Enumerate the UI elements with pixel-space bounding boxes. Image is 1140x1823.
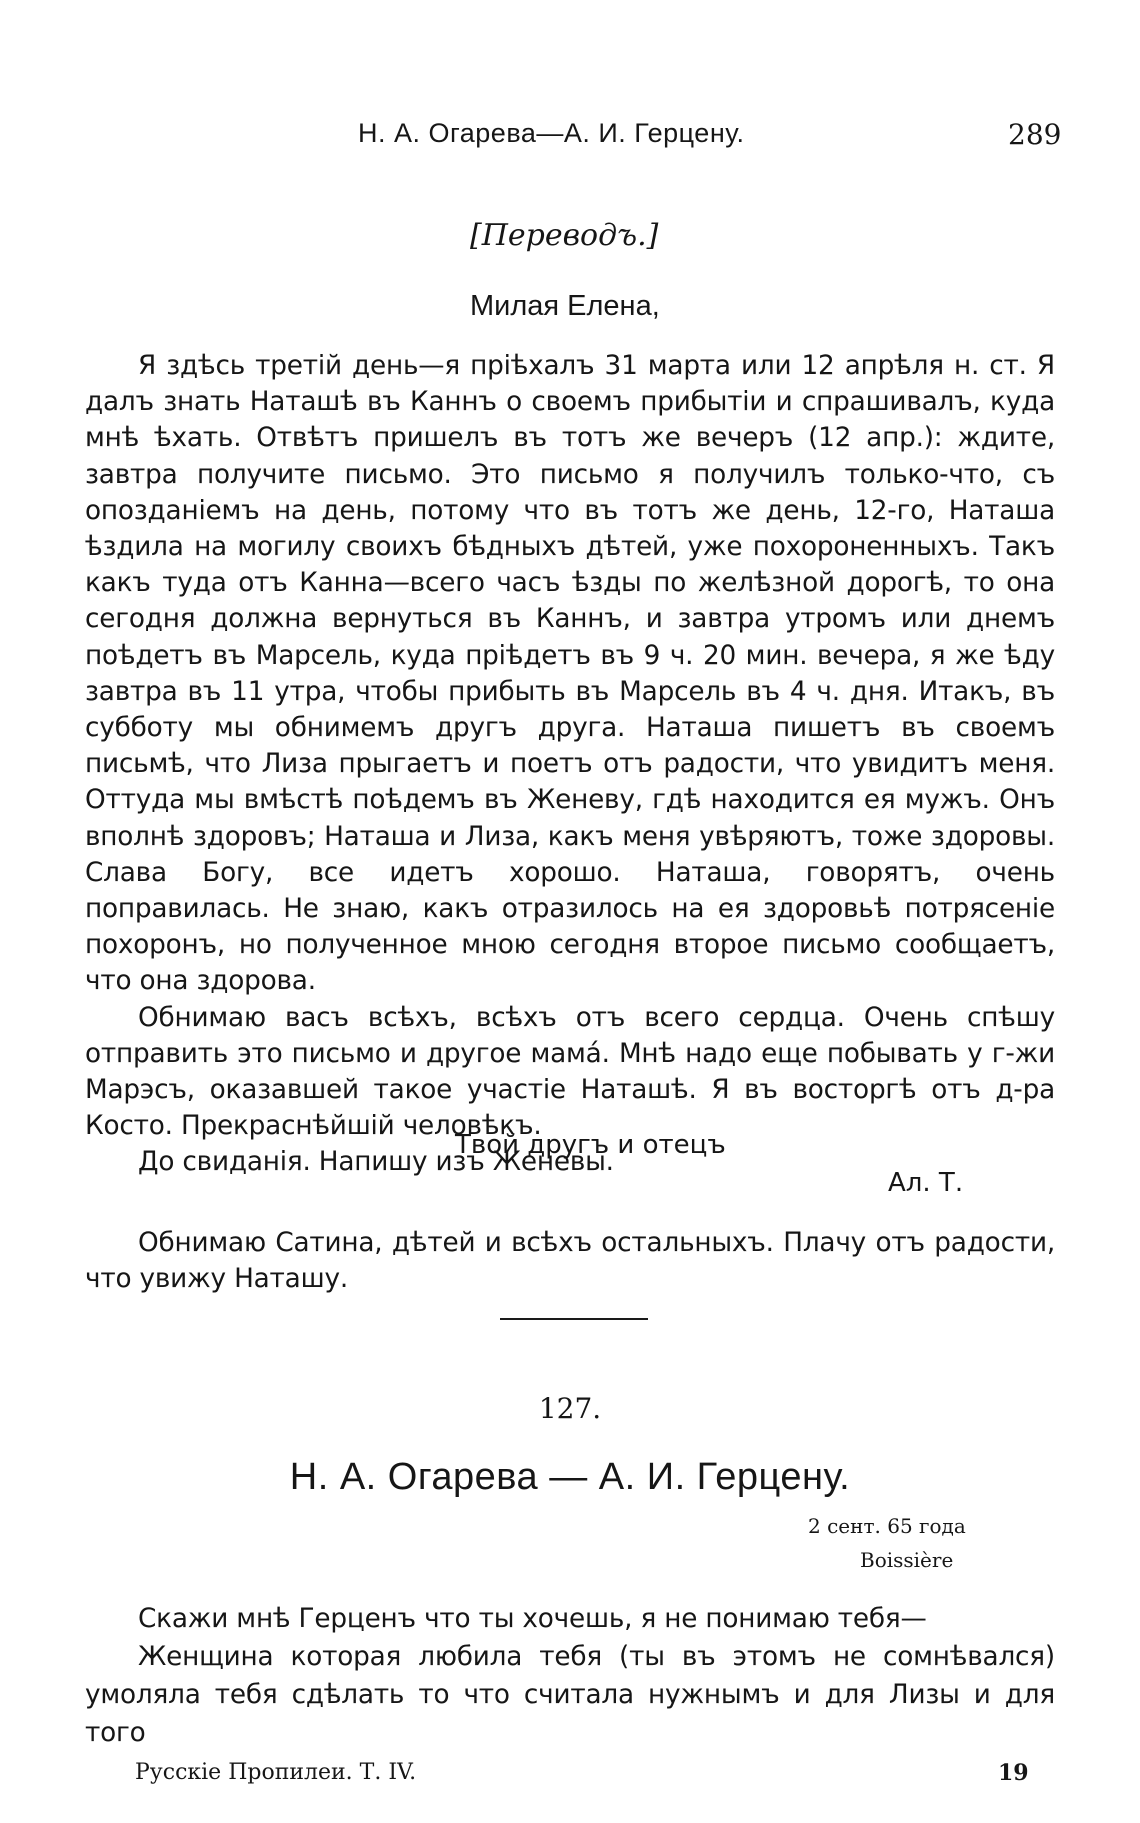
translation-label: [Переводъ.] [470,218,659,253]
page-number: 289 [1008,118,1062,151]
running-header [0,118,1140,158]
letter-line: Скажи мнѣ Герценъ что ты хочешь, я не понимаю тебя— [138,1604,927,1634]
letter-place: Boissière [860,1548,954,1572]
signature: Ал. Т. [888,1168,964,1198]
publication-title: Русскіе Пропилеи. Т. IV. [135,1760,417,1785]
postscript [85,1225,1055,1297]
running-title: Н. А. Огарева—А. И. Герцену. [358,118,745,148]
signature-mark: 19 [998,1760,1029,1786]
postscript-text: Обнимаю Сатина, дѣтей и всѣхъ остальныхъ. Плачу отъ радости, что увижу Наташу. [85,1228,1055,1295]
letter-body-translation [85,348,1055,1181]
greeting: Милая Елена, [470,290,660,322]
paragraph: Обнимаю васъ всѣхъ, всѣхъ отъ всего сердца. Очень спѣшу отправить это письмо и другое мама́. Мнѣ надо еще побывать у г-жи Марэсъ, оказавшей такое участіе Наташѣ. Я въ восторгѣ отъ д-ра Косто. Прекраснѣйшій человѣкъ. [85,1002,1055,1142]
letter-title: Н. А. Огарева — А. И. Герцену. [289,1456,851,1498]
letter-number: 127. [538,1392,602,1425]
section-divider [500,1318,648,1320]
letter-date: 2 сент. 65 года [808,1514,966,1538]
page-footer [0,1760,1140,1800]
letter-body [85,1600,1055,1752]
signoff: Твой другъ и отецъ [455,1130,726,1160]
paragraph: Я здѣсь третій день—я пріѣхалъ 31 марта или 12 апрѣля н. ст. Я далъ знать Наташѣ въ Каннъ о своемъ прибытіи и спрашивалъ, куда мнѣ ѣхать. Отвѣтъ пришелъ въ тотъ же вечеръ (12 апр.): ждите, завтра получите письмо. Это письмо я получилъ только-что, съ опозданіемъ на день, потому что въ тотъ же день, 12-го, Наташа ѣздила на могилу своихъ бѣдныхъ дѣтей, уже похороненныхъ. Такъ какъ туда отъ Канна—всего часъ ѣзды по желѣзной дорогѣ, то она сегодня должна вернуться въ Каннъ, и завтра утромъ или днемъ поѣдетъ въ Марсель, куда пріѣдетъ въ 9 ч. 20 мин. вечера, я же ѣду завтра въ 11 утра, чтобы прибыть въ Марсель въ 4 ч. дня. Итакъ, въ субботу мы обнимемъ другъ друга. Наташа пишетъ въ своемъ письмѣ, что Лиза прыгаетъ и поетъ отъ радости, что увидитъ меня. Оттуда мы вмѣстѣ поѣдемъ въ Женеву, гдѣ находится ея мужъ. Онъ вполнѣ здоровъ; Наташа и Лиза, какъ меня увѣряютъ, тоже здоровы. Слава Богу, все идетъ хорошо. Наташа, говорятъ, очень поправилась. Не знаю, какъ отразилось на ея здоровьѣ потрясеніе похоронъ, но полученное мною сегодня второе письмо сообщаетъ, что она здорова. [85,351,1055,997]
paragraph: До свиданія. Напишу изъ Женевы. [138,1147,614,1178]
letter-line: Женщина которая любила тебя (ты въ этомъ не сомнѣвался) умоляла тебя сдѣлать то что считала нужнымъ и для Лизы и для того [85,1642,1055,1748]
